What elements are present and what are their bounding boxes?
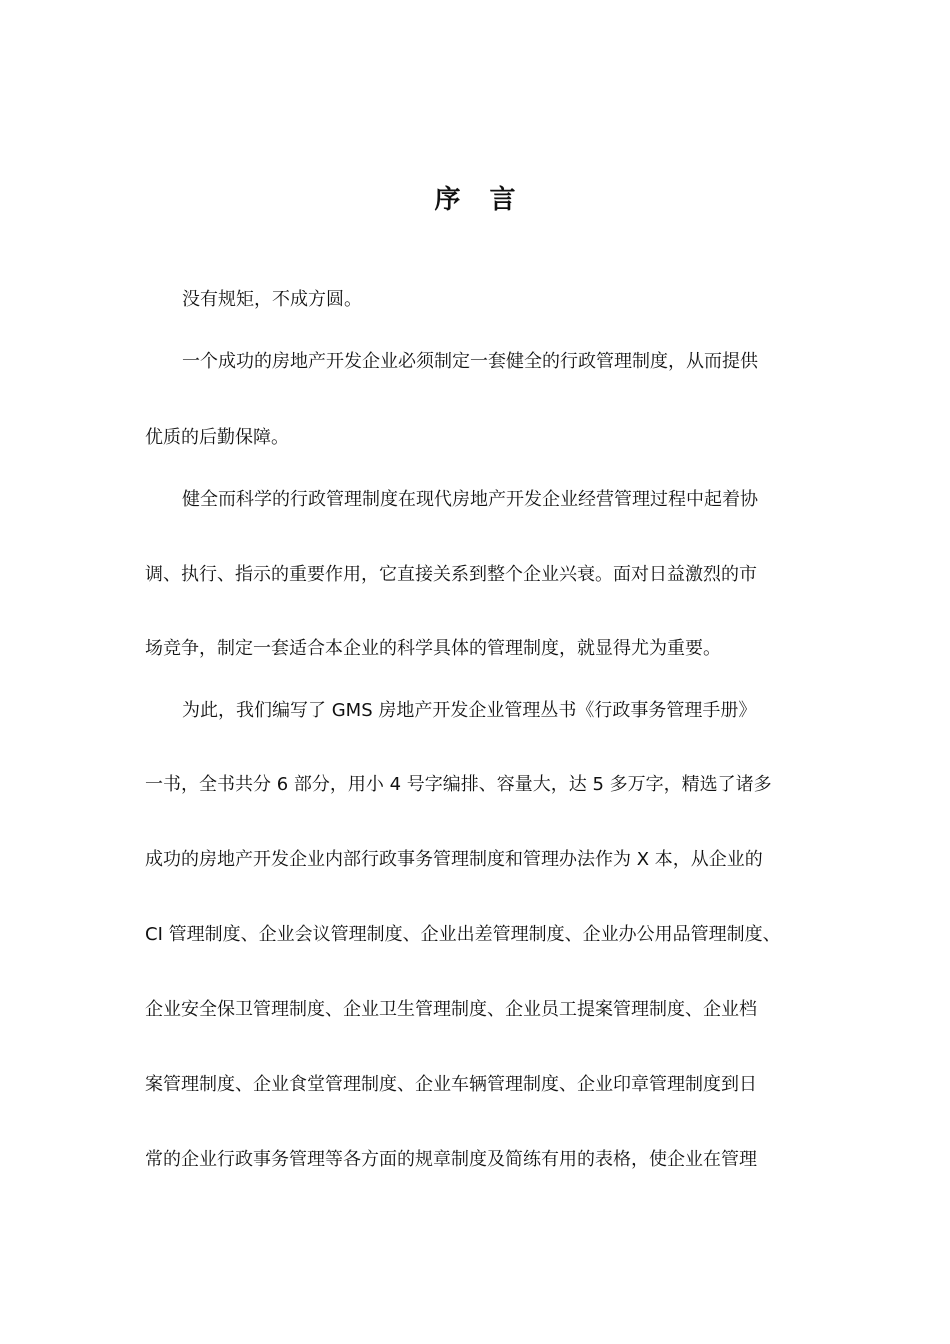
page-title: 序 言 xyxy=(434,185,526,215)
paragraph-line: 企业安全保卫管理制度、企业卫生管理制度、企业员工提案管理制度、企业档 xyxy=(145,999,757,1020)
paragraph-line: 一个成功的房地产开发企业必须制定一套健全的行政管理制度，从而提供 xyxy=(182,351,758,372)
paragraph-line: 常的企业行政事务管理等各方面的规章制度及简练有用的表格，使企业在管理 xyxy=(145,1149,757,1170)
paragraph-line: 调、执行、指示的重要作用，它直接关系到整个企业兴衰。面对日益激烈的市 xyxy=(145,564,757,585)
paragraph-line: 一书，全书共分 6 部分，用小 4 号字编排、容量大，达 5 多万字，精选了诸多 xyxy=(145,774,772,795)
paragraph-line: 案管理制度、企业食堂管理制度、企业车辆管理制度、企业印章管理制度到日 xyxy=(145,1074,757,1095)
paragraph-line: CI 管理制度、企业会议管理制度、企业出差管理制度、企业办公用品管理制度、 xyxy=(145,924,781,945)
paragraph-line: 优质的后勤保障。 xyxy=(145,427,289,448)
paragraph-line: 成功的房地产开发企业内部行政事务管理制度和管理办法作为 X 本，从企业的 xyxy=(145,849,763,870)
paragraph-line: 没有规矩，不成方圆。 xyxy=(182,289,362,310)
paragraph-line: 场竞争，制定一套适合本企业的科学具体的管理制度，就显得尤为重要。 xyxy=(145,638,721,659)
paragraph-line: 健全而科学的行政管理制度在现代房地产开发企业经营管理过程中起着协 xyxy=(182,489,758,510)
paragraph-line: 为此，我们编写了 GMS 房地产开发企业管理丛书《行政事务管理手册》 xyxy=(182,700,757,721)
